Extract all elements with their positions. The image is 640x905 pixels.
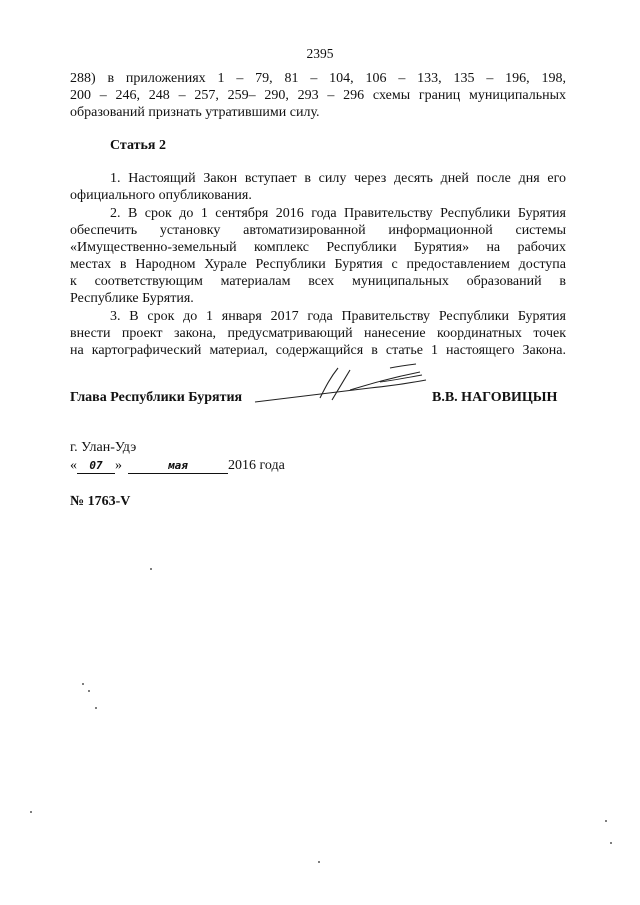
scan-speck (82, 683, 84, 685)
p2-line-1: 2. В срок до 1 сентября 2016 года Правительству Республики Бурятия (110, 206, 566, 221)
intro-line-1: 288) в приложениях 1 – 79, 81 – 104, 106 – 133, 135 – 196, 198, (70, 71, 566, 86)
date-year: 2016 года (228, 458, 285, 473)
handwritten-signature (250, 360, 430, 410)
p2-line-6: Республике Бурятия. (70, 291, 194, 306)
law-number: № 1763-V (70, 494, 131, 509)
scan-speck (88, 690, 90, 692)
p3-line-1: 3. В срок до 1 января 2017 года Правительству Республики Бурятия (110, 309, 566, 324)
place-of-signing: г. Улан-Удэ (70, 440, 137, 455)
p1-line-1: 1. Настоящий Закон вступает в силу через десять дней после дня его (110, 171, 566, 186)
page-number: 2395 (306, 46, 334, 61)
p1-line-2: официального опубликования. (70, 188, 252, 203)
article-heading: Статья 2 (110, 138, 166, 153)
date-month: мая (168, 459, 188, 472)
p3-line-3: на картографический материал, содержащийся в статье 1 настоящего Закона. (70, 343, 566, 358)
p2-line-5: к соответствующим материалам всех муниципальных образований в (70, 274, 566, 289)
signing-date (70, 458, 285, 474)
p3-line-2: внести проект закона, предусматривающий нанесение координатных точек (70, 326, 566, 341)
intro-line-2: 200 – 246, 248 – 257, 259– 290, 293 – 296 схемы границ муниципальных (70, 88, 566, 103)
scan-speck (150, 568, 152, 570)
scan-speck (95, 707, 97, 709)
intro-line-3: образований признать утратившими силу. (70, 105, 320, 120)
scan-speck (605, 820, 607, 822)
p2-line-4: местах в Народном Хурале Республики Бурятия с предоставлением доступа (70, 257, 566, 272)
signatory-title: Глава Республики Бурятия (70, 390, 243, 405)
date-open-quote: « (70, 458, 77, 473)
p2-line-3: «Имущественно-земельный комплекс Республики Бурятия» на рабочих (70, 240, 566, 255)
date-close-quote: » (115, 458, 122, 473)
scan-speck (318, 861, 320, 863)
signatory-name: В.В. НАГОВИЦЫН (432, 390, 558, 405)
date-day: 07 (89, 459, 103, 472)
date-month-field (128, 459, 228, 474)
scan-speck (30, 811, 32, 813)
date-day-field (77, 459, 115, 474)
p2-line-2: обеспечить установку автоматизированной информационной системы (70, 223, 566, 238)
scan-speck (610, 842, 612, 844)
